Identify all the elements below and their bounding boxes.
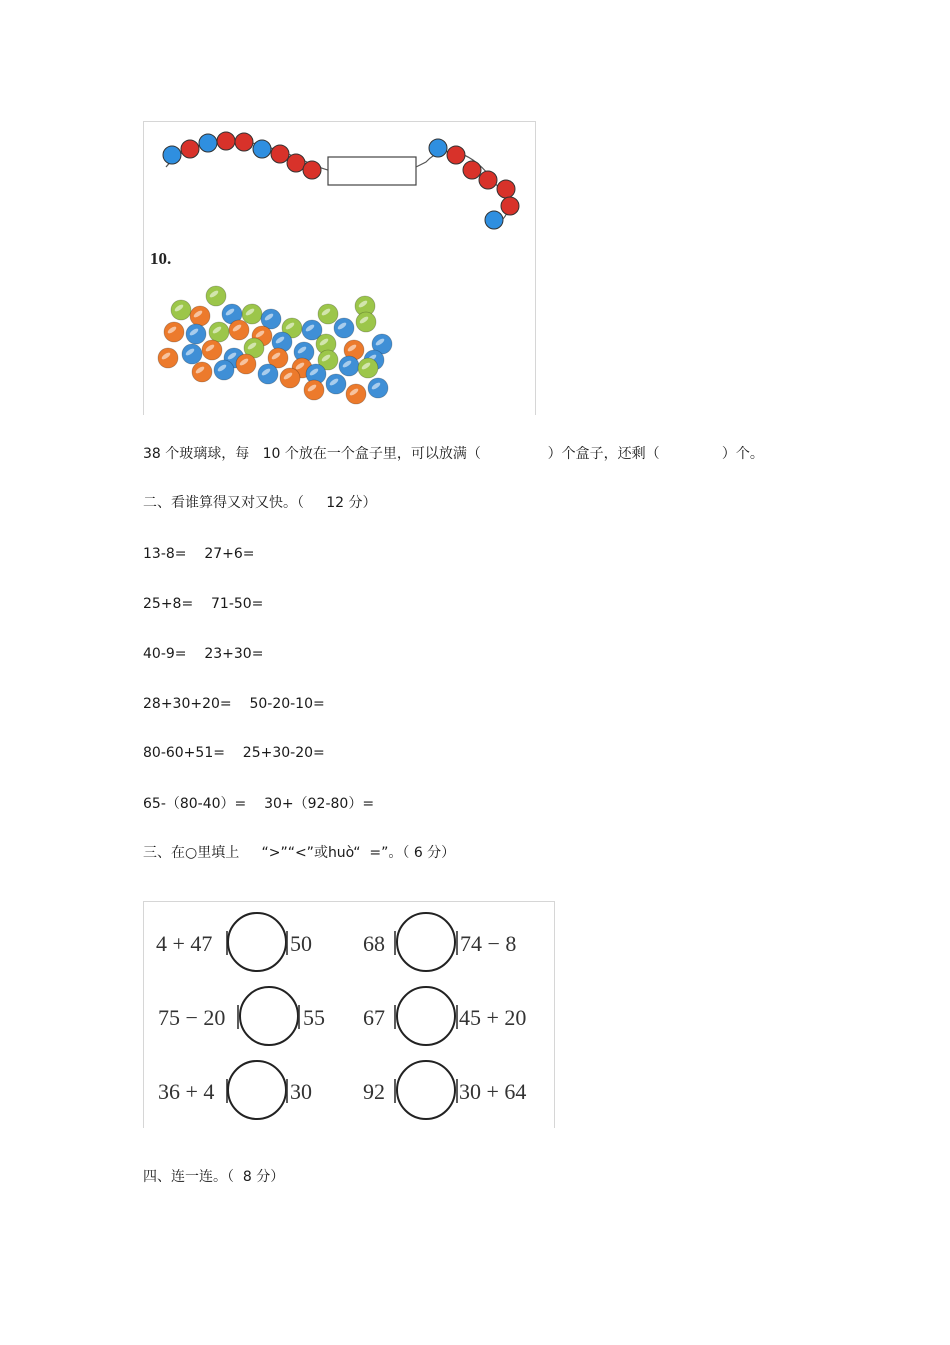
compare-left: 75 − 20: [158, 1005, 226, 1030]
red-bead: [181, 140, 199, 158]
compare-right: 74 − 8: [460, 931, 517, 956]
calc-row-5: [143, 744, 325, 762]
calc-row-1: [143, 545, 255, 563]
section3-heading: 三、在○里填上 “>”“<”或huò“ =”。（ 6 分）: [143, 845, 456, 861]
blue-bead: [253, 140, 271, 158]
red-bead: [447, 146, 465, 164]
compare-left: 67: [363, 1005, 385, 1030]
compare-item: [156, 913, 312, 971]
bead-string-figure: [143, 121, 536, 415]
beads-and-marbles-illustration: [144, 122, 535, 415]
compare-item: [158, 987, 325, 1045]
compare-left: 4 + 47: [156, 931, 213, 956]
calc-item: 13-8=: [143, 546, 187, 562]
blank-box: [328, 157, 416, 185]
compare-right: 50: [290, 931, 312, 956]
answer-circle[interactable]: [228, 1061, 286, 1119]
calc-item: 80-60+51=: [143, 745, 225, 761]
red-bead: [303, 161, 321, 179]
marble: [242, 304, 262, 324]
marble: [280, 368, 300, 388]
answer-circle[interactable]: [397, 987, 455, 1045]
compare-item: [158, 1061, 312, 1119]
calc-item: 50-20-10=: [249, 696, 325, 712]
marble: [326, 374, 346, 394]
comparison-grid: [144, 902, 554, 1128]
marble: [202, 340, 222, 360]
calc-item: 65-（80-40）=: [143, 796, 247, 812]
marble: [164, 322, 184, 342]
section2-heading: 二、看谁算得又对又快。（ 12 分）: [143, 495, 377, 511]
red-bead: [479, 171, 497, 189]
red-bead: [497, 180, 515, 198]
red-bead: [271, 145, 289, 163]
marble: [209, 322, 229, 342]
blue-bead: [485, 211, 503, 229]
calc-item: 27+6=: [204, 546, 255, 562]
answer-circle[interactable]: [397, 913, 455, 971]
marble: [158, 348, 178, 368]
calc-item: 28+30+20=: [143, 696, 232, 712]
glass-marbles: [158, 286, 392, 404]
marble: [236, 354, 256, 374]
answer-circle[interactable]: [228, 913, 286, 971]
calc-row-4: [143, 695, 325, 713]
answer-circle[interactable]: [397, 1061, 455, 1119]
compare-right: 55: [303, 1005, 325, 1030]
compare-item: [363, 913, 516, 971]
calc-row-2: [143, 595, 263, 613]
marble: [334, 318, 354, 338]
marble: [356, 312, 376, 332]
compare-left: 92: [363, 1079, 385, 1104]
marble: [171, 300, 191, 320]
comparison-figure: [143, 901, 555, 1128]
calc-row-6: [143, 795, 374, 813]
marble: [368, 378, 388, 398]
marble: [258, 364, 278, 384]
marble: [358, 358, 378, 378]
compare-right: 30: [290, 1079, 312, 1104]
calc-item: 25+8=: [143, 596, 194, 612]
calc-item: 25+30-20=: [242, 745, 325, 761]
calc-item: 71-50=: [211, 596, 264, 612]
compare-item: [363, 987, 526, 1045]
calc-item: 30+（92-80）=: [264, 796, 375, 812]
marble: [318, 304, 338, 324]
question-number: 10.: [150, 249, 172, 268]
marble: [304, 380, 324, 400]
red-bead: [501, 197, 519, 215]
calc-item: 23+30=: [204, 646, 264, 662]
marble: [229, 320, 249, 340]
calc-item: 40-9=: [143, 646, 187, 662]
marble: [346, 384, 366, 404]
marble: [214, 360, 234, 380]
red-bead: [235, 133, 253, 151]
compare-right: 30 + 64: [459, 1079, 527, 1104]
marble: [192, 362, 212, 382]
section4-heading: 四、连一连。（ 8 分）: [143, 1169, 285, 1185]
marble: [186, 324, 206, 344]
compare-left: 36 + 4: [158, 1079, 215, 1104]
compare-left: 68: [363, 931, 385, 956]
blue-bead: [429, 139, 447, 157]
blue-bead: [199, 134, 217, 152]
marble: [339, 356, 359, 376]
compare-right: 45 + 20: [459, 1005, 527, 1030]
calc-row-3: [143, 645, 263, 663]
answer-circle[interactable]: [240, 987, 298, 1045]
blue-bead: [163, 146, 181, 164]
red-bead: [217, 132, 235, 150]
red-bead: [287, 154, 305, 172]
marble: [182, 344, 202, 364]
marble: [206, 286, 226, 306]
marble-box-problem: 38 个玻璃球，每 10 个放在一个盒子里，可以放满（ ）个盒子，还剩（ ）个。: [143, 446, 764, 462]
compare-item: [363, 1061, 526, 1119]
marble: [190, 306, 210, 326]
red-bead: [463, 161, 481, 179]
